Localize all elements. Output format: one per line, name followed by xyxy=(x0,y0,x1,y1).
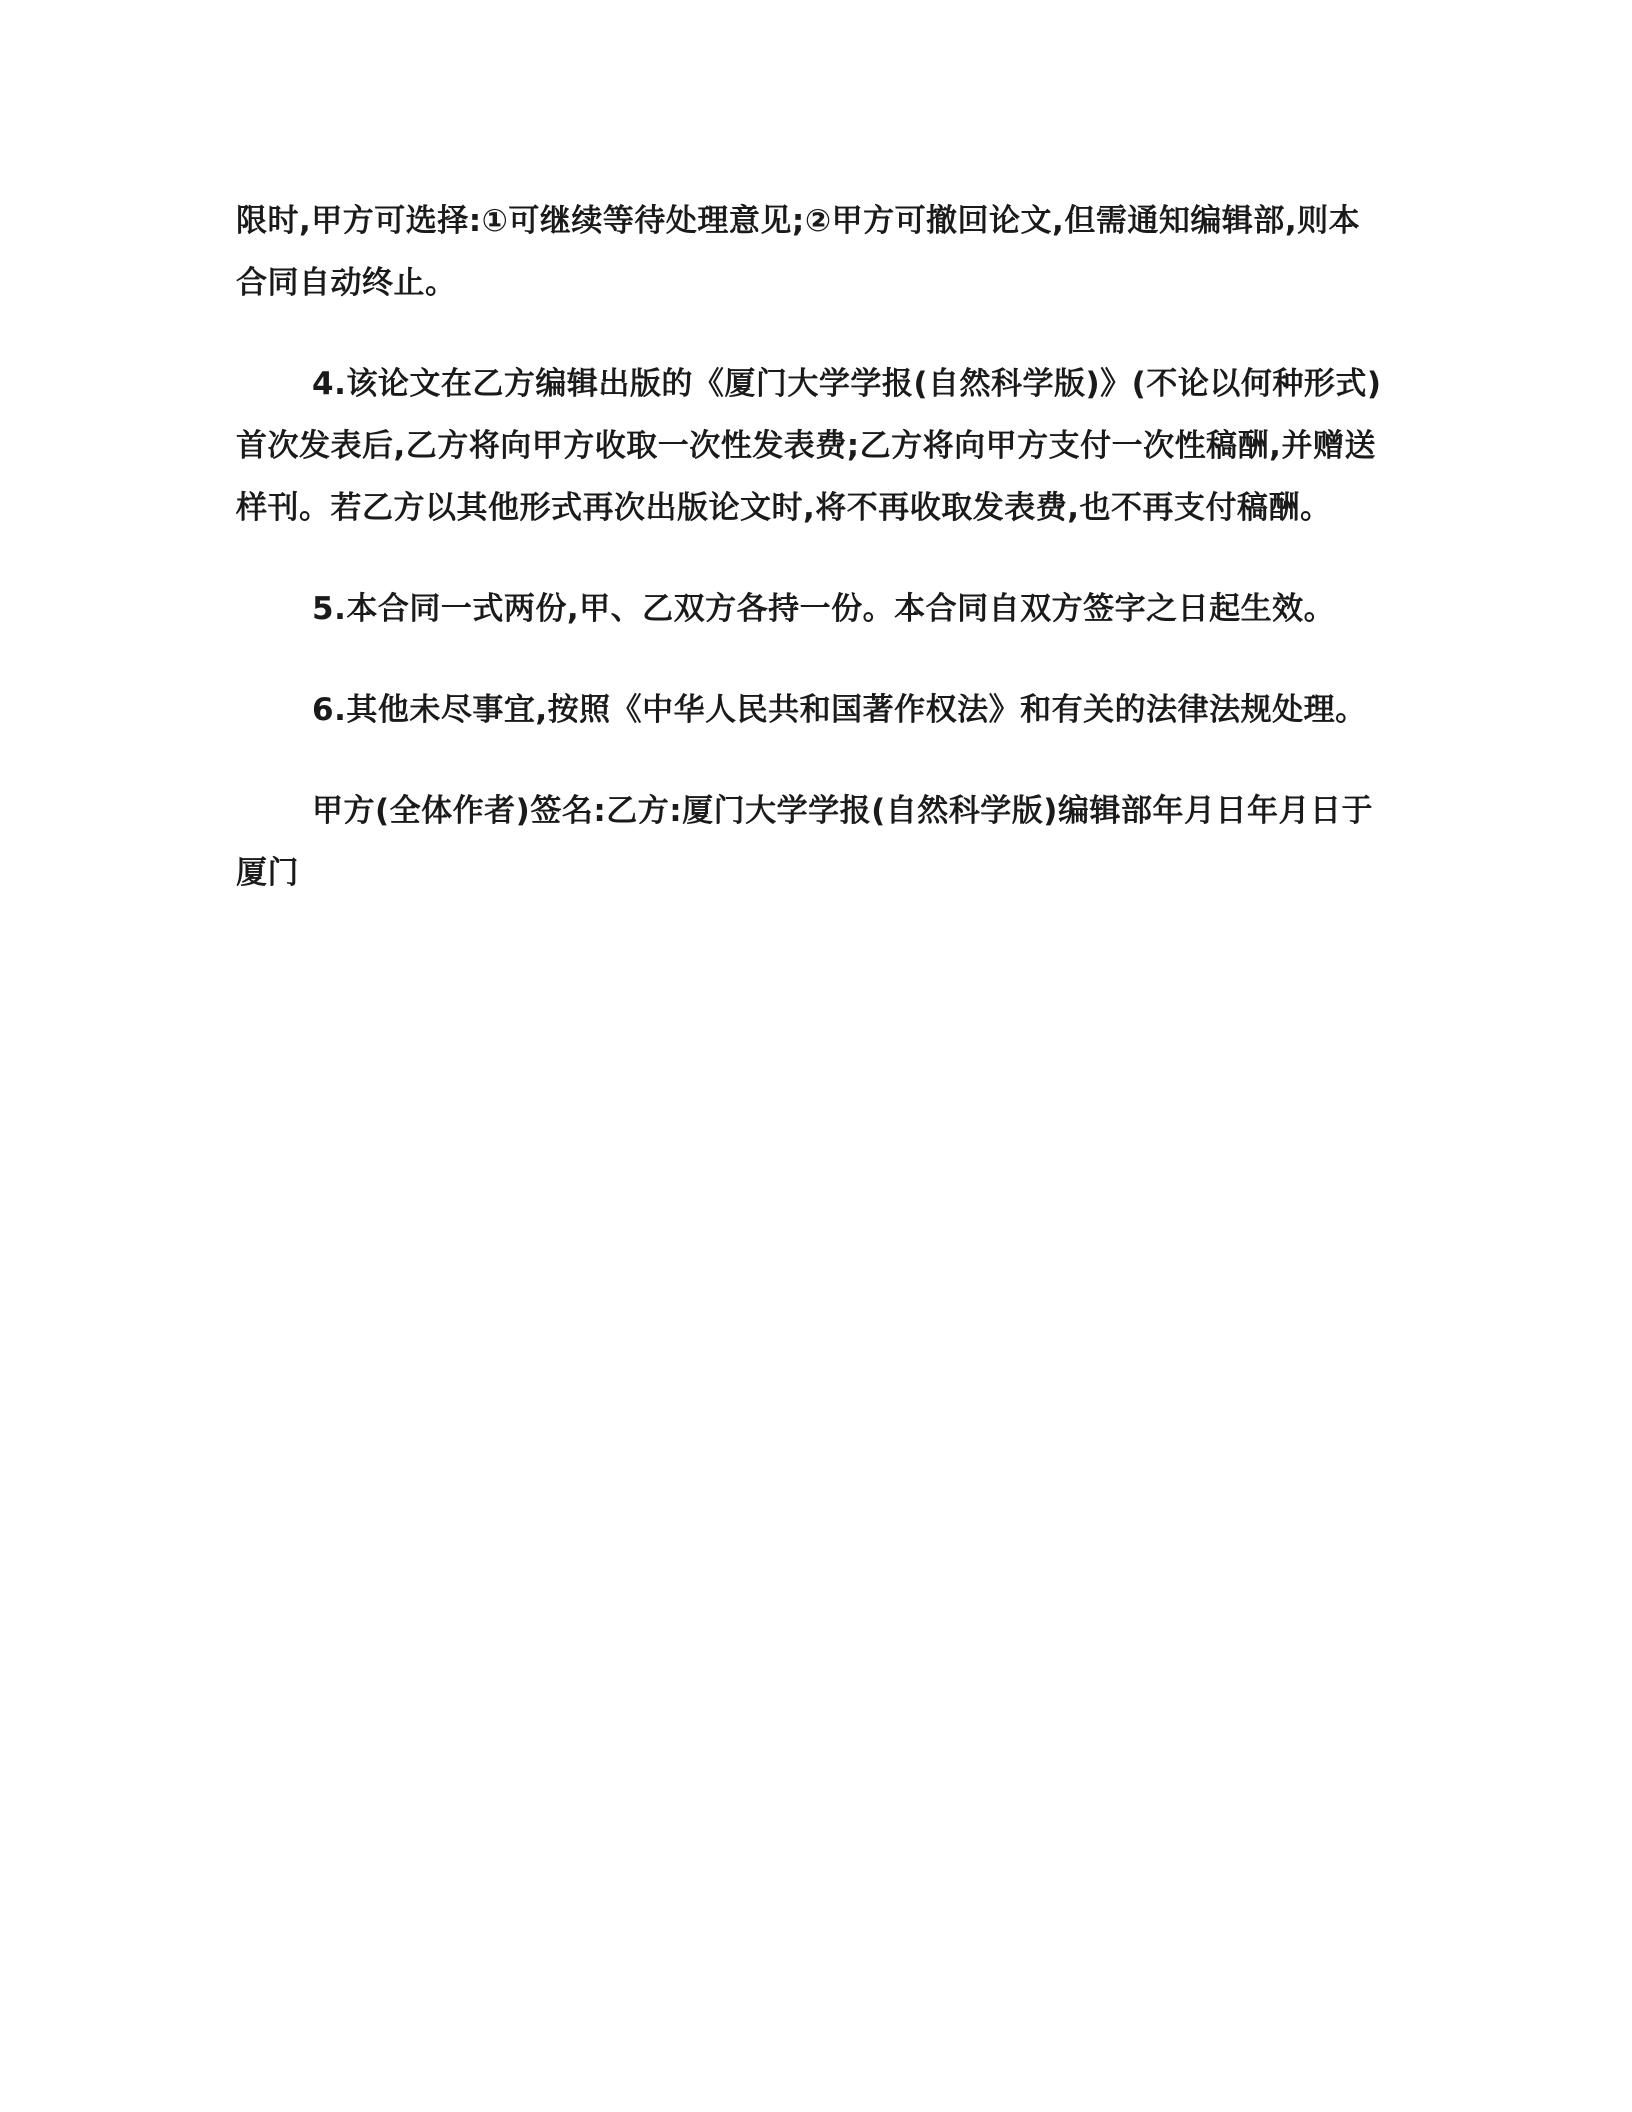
signature-line: 甲方(全体作者)签名:乙方:厦门大学学报(自然科学版)编辑部年月日年月日于厦门 xyxy=(236,793,1373,891)
paragraph-clause-6: 6.其他未尽事宜,按照《中华人民共和国著作权法》和有关的法律法规处理。 xyxy=(312,692,1367,728)
paragraph-continuation: 限时,甲方可选择:①可继续等待处理意见;②甲方可撤回论文,但需通知编辑部,则本合同自动终止。 xyxy=(236,203,1361,301)
paragraph-clause-5: 5.本合同一式两份,甲、乙双方各持一份。本合同自双方签字之日起生效。 xyxy=(312,591,1336,627)
document-body xyxy=(236,190,1386,943)
paragraph-clause-4: 4.该论文在乙方编辑出版的《厦门大学学报(自然科学版)》(不论以何种形式)首次发表后,乙方将向甲方收取一次性发表费;乙方将向甲方支付一次性稿酬,并赠送样刊。若乙方以其他形式再次出版论文时,将不再收取发表费,也不再支付稿酬。 xyxy=(236,366,1382,526)
